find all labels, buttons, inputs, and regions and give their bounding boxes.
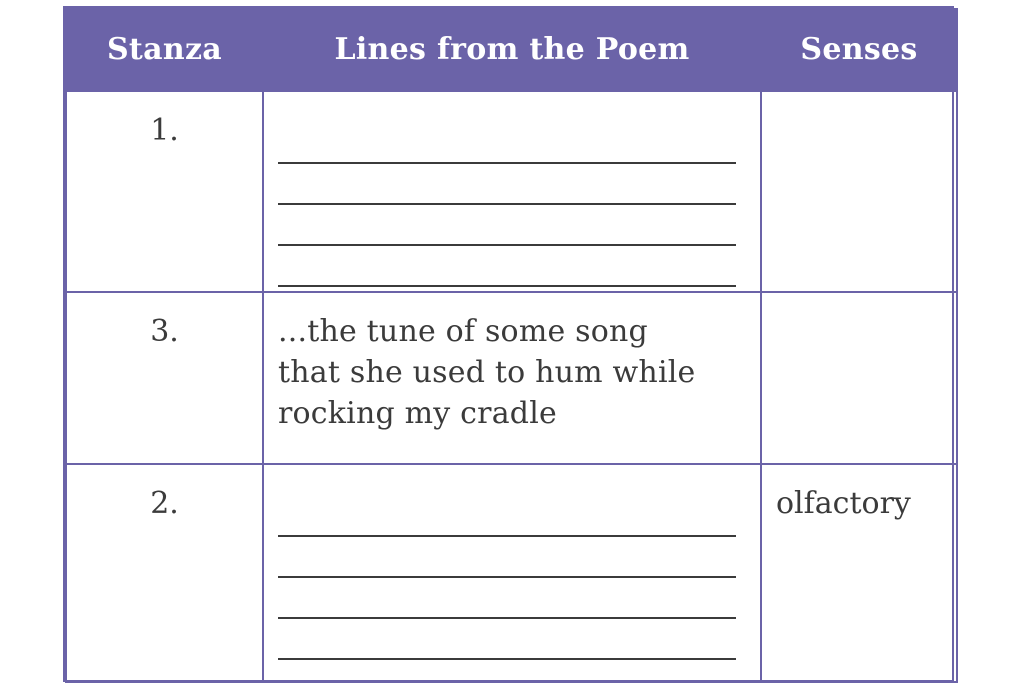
answer-blank-line[interactable] (278, 205, 736, 246)
stanza-number: 3. (150, 314, 179, 349)
table-row (66, 464, 957, 682)
poem-senses-table (63, 6, 954, 682)
answer-blank-line[interactable] (278, 164, 736, 205)
lines-cell (263, 292, 761, 464)
senses-cell[interactable] (761, 91, 957, 292)
senses-cell (761, 464, 957, 682)
header-lines-from-the-poem: Lines from the Poem (263, 8, 761, 91)
header-row (66, 8, 957, 91)
sense-value (762, 293, 956, 311)
answer-blank-line[interactable] (278, 578, 736, 619)
header-stanza: Stanza (66, 8, 263, 91)
senses-cell[interactable] (761, 292, 957, 464)
lines-cell[interactable] (263, 464, 761, 682)
sense-value: olfactory (776, 486, 911, 521)
poem-line: rocking my cradle (278, 396, 557, 431)
poem-line: ...the tune of some song (278, 314, 648, 349)
answer-blank-line[interactable] (278, 496, 736, 537)
answer-blank-line[interactable] (278, 619, 736, 660)
table-row (66, 292, 957, 464)
answer-blanks[interactable] (278, 110, 740, 287)
header-senses: Senses (761, 8, 957, 91)
stanza-number: 2. (150, 486, 179, 521)
table-row (66, 91, 957, 292)
stanza-cell (66, 464, 263, 682)
lines-cell[interactable] (263, 91, 761, 292)
stanza-cell (66, 292, 263, 464)
stanza-cell (66, 91, 263, 292)
answer-blank-line[interactable] (278, 246, 736, 287)
answer-blank-line[interactable] (278, 537, 736, 578)
sense-value (762, 92, 956, 110)
answer-blanks[interactable] (278, 483, 740, 660)
stanza-number: 1. (150, 113, 179, 148)
poem-line: that she used to hum while (278, 355, 696, 390)
poem-lines (278, 293, 740, 434)
table-grid (65, 8, 958, 683)
answer-blank-line[interactable] (278, 123, 736, 164)
